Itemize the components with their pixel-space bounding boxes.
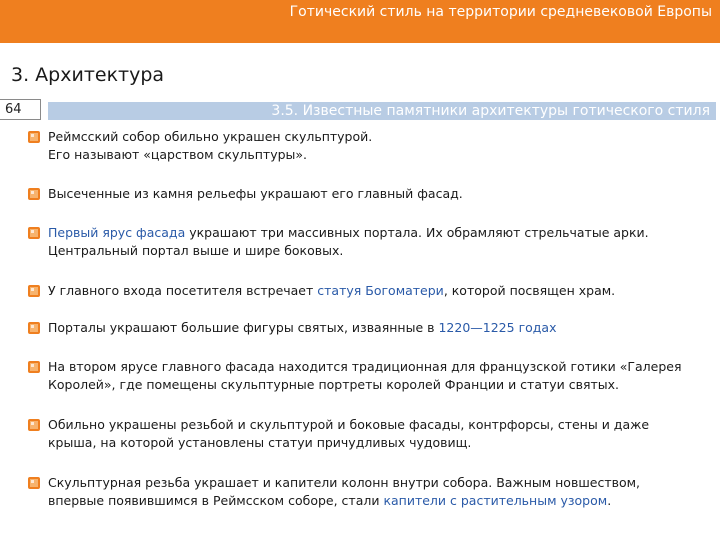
presentation-title: Готический стиль на территории средневековой Европы bbox=[289, 4, 712, 20]
checkbox-bullet-icon bbox=[28, 322, 40, 334]
bullet-text: У главного входа посетителя встречает bbox=[48, 283, 318, 298]
bullet-text: Высеченные из камня рельефы украшают его главный фасад. bbox=[48, 186, 463, 201]
bullet-text: впервые появившимся в Реймсском соборе, стали bbox=[48, 493, 384, 508]
subheading-bar bbox=[48, 102, 716, 120]
bullet-text: Его называют «царством скульптуры». bbox=[48, 147, 308, 162]
page-number: 64 bbox=[0, 99, 41, 120]
highlighted-term: капители с растительным узором bbox=[383, 493, 608, 508]
bullet-item bbox=[28, 474, 708, 510]
bullet-text: . bbox=[607, 493, 612, 508]
bullet-text: Обильно украшены резьбой и скульптурой и боковые фасады, контрфорсы, стены и даже bbox=[48, 417, 650, 432]
top-banner bbox=[0, 0, 720, 43]
bullet-text: Центральный портал выше и шире боковых. bbox=[48, 243, 344, 258]
bullet-item bbox=[28, 416, 708, 452]
highlighted-term: Первый ярус фасада bbox=[48, 225, 186, 240]
checkbox-bullet-icon bbox=[28, 419, 40, 431]
bullet-text: Королей», где помещены скульптурные портреты королей Франции и статуи святых. bbox=[48, 377, 620, 392]
bullet-item bbox=[28, 185, 708, 203]
bullet-text: Скульптурная резьба украшает и капители колонн внутри собора. Важным новшеством, bbox=[48, 475, 641, 490]
bullet-text: крыша, на которой установлены статуи причудливых чудовищ. bbox=[48, 435, 472, 450]
checkbox-bullet-icon bbox=[28, 131, 40, 143]
bullet-item bbox=[28, 128, 708, 164]
bullet-text: , которой посвящен храм. bbox=[443, 283, 616, 298]
checkbox-bullet-icon bbox=[28, 188, 40, 200]
highlighted-term: 1220—1225 годах bbox=[438, 320, 557, 335]
checkbox-bullet-icon bbox=[28, 361, 40, 373]
checkbox-bullet-icon bbox=[28, 477, 40, 489]
bullet-text: украшают три массивных портала. Их обрамляют стрельчатые арки. bbox=[185, 225, 649, 240]
checkbox-bullet-icon bbox=[28, 285, 40, 297]
bullet-item bbox=[28, 224, 708, 260]
bullet-text: Реймсский собор обильно украшен скульптурой. bbox=[48, 129, 373, 144]
checkbox-bullet-icon bbox=[28, 227, 40, 239]
bullet-item bbox=[28, 282, 708, 300]
section-heading: 3. Архитектура bbox=[11, 64, 165, 86]
bullet-item bbox=[28, 358, 708, 394]
highlighted-term: статуя Богоматери bbox=[317, 283, 444, 298]
bullet-item bbox=[28, 319, 708, 337]
bullet-text: На втором ярусе главного фасада находится традиционная для французской готики «Галерея bbox=[48, 359, 682, 374]
bullet-text: Порталы украшают большие фигуры святых, изваянные в bbox=[48, 320, 439, 335]
subheading-text: 3.5. Известные памятники архитектуры готического стиля bbox=[271, 103, 710, 119]
